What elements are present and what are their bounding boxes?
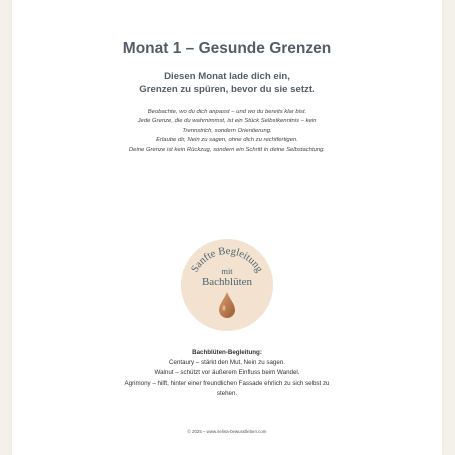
- bach-line: Centaury – stärkt den Mut, Nein zu sagen.: [169, 359, 285, 367]
- intro-text: [52, 108, 402, 155]
- intro-line: Trennstrich, sondern Orientierung.: [182, 127, 272, 134]
- subtitle: [12, 71, 442, 96]
- page-title: Monat 1 – Gesunde Grenzen: [122, 40, 332, 57]
- bach-line: Walnut – schützt vor äußerem Einfluss beim Wandel.: [154, 369, 300, 377]
- intro-line: Jede Grenze, die du wahrnimmst, ist ein Stück Selbstkenntnis – kein: [137, 118, 317, 125]
- intro-line: Beobachte, wo du dich anpasst – und wo du bereits klar bist.: [147, 109, 307, 115]
- drop-highlight: [223, 305, 226, 311]
- badge-bachblueten-text: Bachblüten: [201, 276, 253, 288]
- subtitle-line: Grenzen zu spüren, bevor du sie setzt.: [139, 83, 315, 95]
- bach-heading: Bachblüten-Begleitung:: [192, 349, 262, 356]
- badge-mit-text: mit: [221, 266, 233, 276]
- bach-section: [52, 348, 402, 399]
- intro-line: Erlaube dir, Nein zu sagen, ohne dich zu rechtfertigen.: [156, 137, 298, 144]
- subtitle-line: Diesen Monat lade dich ein,: [164, 71, 290, 82]
- intro-line: Deine Grenze ist kein Rückzug, sondern ein Schritt in deine Selbstachtung.: [128, 146, 326, 153]
- bach-flower-badge: [179, 237, 275, 333]
- bach-line: Agrimony – hilft, hinter einer freundlichen Fassade ehrlich zu sich selbst zu: [124, 379, 330, 387]
- badge-arc-text: Sanfte Begleitung: [189, 245, 265, 275]
- footer-copyright: © 2025 – www.selina-bewusstleben.com: [187, 429, 267, 434]
- bach-line: stehen.: [216, 389, 238, 397]
- document-page: [12, 0, 442, 455]
